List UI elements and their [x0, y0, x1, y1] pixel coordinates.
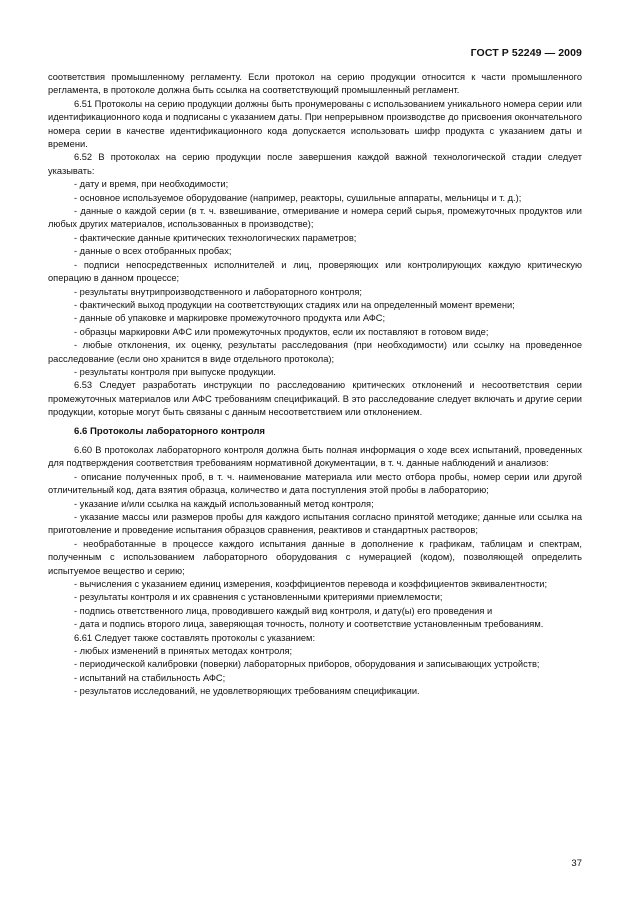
list-item: - вычисления с указанием единиц измерения, коэффициентов перевода и коэффициентов эквивалентности;: [74, 579, 548, 590]
document-body: [48, 71, 582, 699]
list-item: - указание и/или ссылка на каждый использованный метод контроля;: [74, 498, 374, 509]
list-item: - данные о всех отобранных пробах;: [74, 246, 232, 257]
list-item: - данные о каждой серии (в т. ч. взвешивание, отмеривание и номера серий сырья, промежуточных продуктов или любых других материалов, использованных в производстве);: [48, 206, 582, 230]
list-item: - любых изменений в принятых методах контроля;: [74, 646, 293, 657]
list-item: - периодической калибровки (поверки) лабораторных приборов, оборудования и записывающих устройств;: [74, 659, 540, 670]
paragraph: 6.52 В протоколах на серию продукции после завершения каждой важной технологической стадии следует указывать:: [48, 152, 582, 176]
list-item: - любые отклонения, их оценку, результаты расследования (при необходимости) или ссылку на проведенное расследование (если оно хранится в виде отдельного протокола);: [48, 340, 582, 364]
list-item: - результаты внутрипроизводственного и лабораторного контроля;: [74, 286, 362, 297]
list-item: - подпись ответственного лица, проводившего каждый вид контроля, и дату(ы) его проведения и: [74, 605, 493, 616]
paragraph: 6.51 Протоколы на серию продукции должны быть пронумерованы с использованием уникального номера серии или идентификационного кода и подписаны с указанием даты. При непрерывном производстве до присвоения окончательного номера серии в качестве идентификационного кода допускается использовать шифр продукта с указанием даты и времени.: [48, 98, 583, 150]
list-item: - результаты контроля при выпуске продукции.: [74, 366, 276, 377]
paragraph: 6.53 Следует разработать инструкции по расследованию критических отклонений и несоответствия серии промежуточных материалов или АФС требованиям спецификаций. В это расследование следует включать и другие серии продукции, которые могут быть связаны с данным несоответствием или отклонением.: [48, 380, 582, 418]
page-number: 37: [571, 858, 582, 869]
paragraph: соответствия промышленному регламенту. Если протокол на серию продукции относится к части промышленного регламента, в протоколе должна быть ссылка на соответствующий промышленный регламент.: [48, 72, 582, 96]
list-item: - подписи непосредственных исполнителей и лиц, проверяющих или контролирующих каждую критическую операцию в данном процессе;: [48, 259, 582, 284]
list-item: - основное используемое оборудование (например, реакторы, сушильные аппараты, мельницы и т. д.);: [74, 192, 522, 203]
paragraph: 6.61 Следует также составлять протоколы с указанием:: [74, 632, 316, 643]
list-item: - результатов исследований, не удовлетворяющих требованиям спецификации.: [74, 686, 420, 697]
list-item: - необработанные в процессе каждого испытания данные в дополнение к графикам, таблицам и спектрам, полученным с использованием лабораторного оборудования с нумерацией (кодом), позволяющей определить испытуемое вещество и серию;: [48, 538, 582, 576]
list-item: - фактический выход продукции на соответствующих стадиях или на определенный момент времени;: [74, 299, 515, 310]
list-item: - испытаний на стабильность АФС;: [74, 672, 226, 683]
section-heading: 6.6 Протоколы лабораторного контроля: [74, 425, 266, 437]
page-header: ГОСТ Р 52249 — 2009: [470, 47, 582, 59]
list-item: - образцы маркировки АФС или промежуточных продуктов, если их поставляют в готовом виде;: [74, 326, 489, 337]
list-item: - результаты контроля и их сравнения с установленными критериями приемлемости;: [74, 592, 443, 603]
paragraph: 6.60 В протоколах лабораторного контроля должна быть полная информация о ходе всех испытаний, проведенных для подтверждения соответствия требованиям нормативной документации, в т. ч. данные наблюдений и анализов:: [48, 444, 582, 469]
list-item: - дату и время, при необходимости;: [74, 179, 229, 190]
list-item: - фактические данные критических технологических параметров;: [74, 232, 357, 243]
list-item: - данные об упаковке и маркировке промежуточного продукта или АФС;: [74, 313, 386, 324]
list-item: - указание массы или размеров пробы для каждого испытания согласно принятой методике; данные или ссылка на приготовление и проведение испытания образцов сравнения, реактивов и стандартных растворов;: [48, 512, 582, 536]
list-item: - дата и подпись второго лица, заверяющая точность, полноту и соответствие установленным требованиям.: [74, 619, 544, 630]
list-item: - описание полученных проб, в т. ч. наименование материала или место отбора пробы, номер серии или другой отличительный код, дата взятия образца, количество и дата поступления этой пробы в лабораторию;: [48, 471, 582, 496]
